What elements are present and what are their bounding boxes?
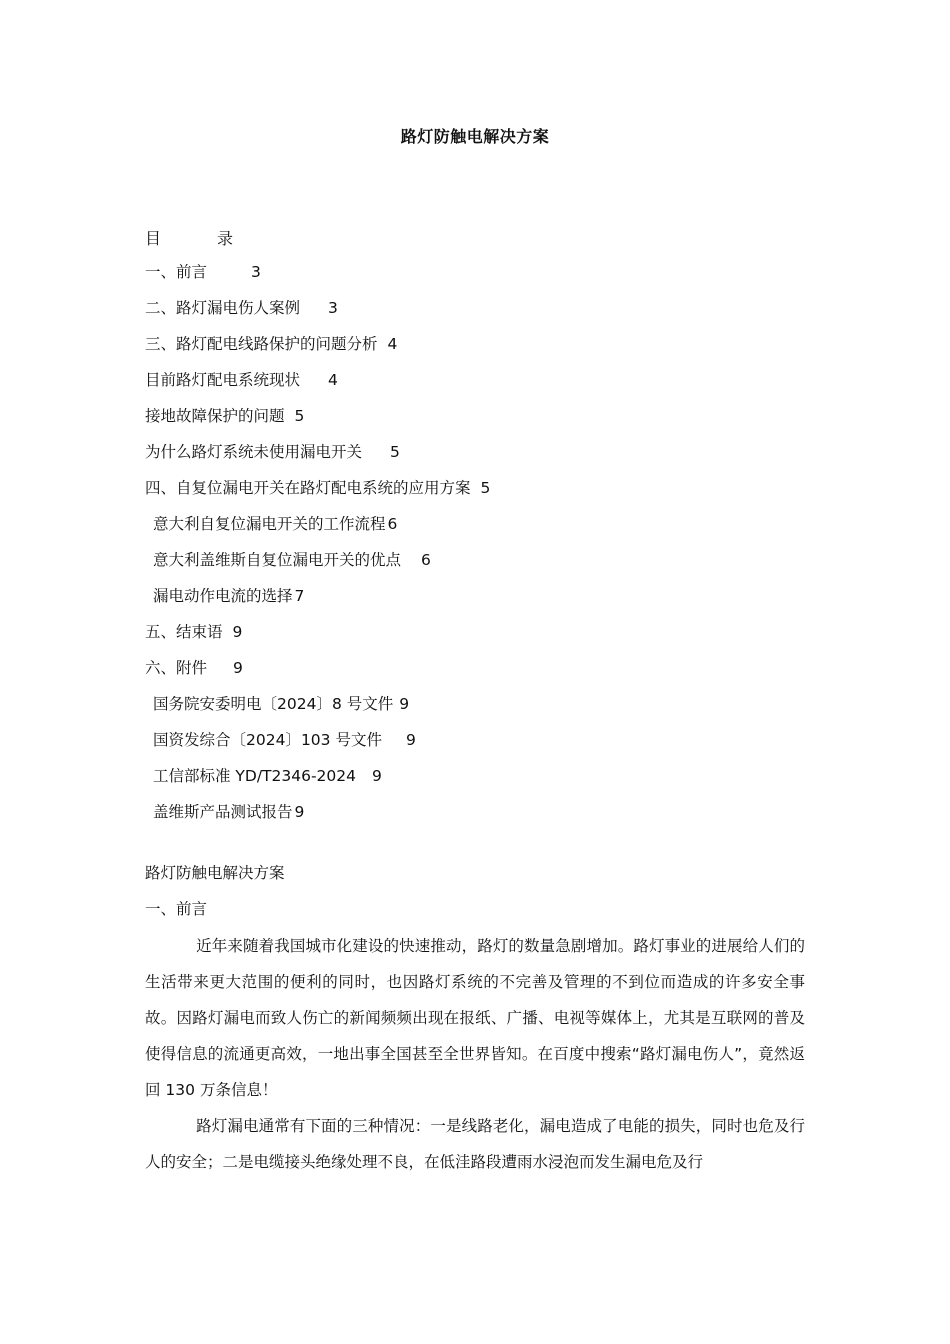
toc-item-page-number: 5 [480,479,491,497]
toc-item[interactable] [145,622,805,658]
toc-item-page-number: 6 [387,515,398,533]
section-heading: 一、前言 [145,900,208,918]
toc-heading-left: 目 [145,229,162,248]
toc-item-label: 五、结束语 [145,623,223,641]
toc-item[interactable] [145,586,805,622]
toc-item-label: 盖维斯产品测试报告 [153,803,293,821]
toc-item[interactable] [145,658,805,694]
toc-item-page-number: 9 [372,767,382,785]
toc-item-label: 目前路灯配电系统现状 [145,371,301,389]
toc-item[interactable] [145,334,805,370]
toc-heading-right: 录 [217,229,234,248]
toc-item-label: 为什么路灯系统未使用漏电开关 [145,443,363,461]
toc-item-label: 一、前言 [145,263,208,281]
toc-item[interactable] [145,262,805,298]
toc-item[interactable] [145,730,805,766]
toc-item-page-number: 9 [294,803,305,821]
toc-item-page-number: 9 [405,731,416,749]
toc-item-label: 国资发综合〔2024〕103 号文件 [153,731,382,749]
page-title: 路灯防触电解决方案 [400,127,550,146]
toc-item[interactable] [145,298,805,334]
paragraph: 近年来随着我国城市化建设的快速推动，路灯的数量急剧增加。路灯事业的进展给人们的生活带来更大范围的便利的同时，也因路灯系统的不完善及管理的不到位而造成的许多安全事故。因路灯漏电而致人伤亡的新闻频频出现在报纸、广播、电视等媒体上，尤其是互联网的普及使得信息的流通更高效，一地出事全国甚至全世界皆知。在百度中搜索“路灯漏电伤人”，竟然返回 130 万条信息！ [145,937,805,1099]
toc-item[interactable] [145,442,805,478]
toc-item[interactable] [145,694,805,730]
toc-item-label: 意大利自复位漏电开关的工作流程 [153,515,386,533]
toc-item-label: 四、自复位漏电开关在路灯配电系统的应用方案 [145,479,471,497]
toc-item-label: 国务院安委明电〔2024〕8 号文件 [153,695,394,713]
toc-item-page-number: 3 [251,263,261,281]
toc-item-label: 漏电动作电流的选择 [153,587,293,605]
toc-item-page-number: 6 [421,551,431,569]
toc-heading [145,226,233,249]
table-of-contents [145,262,805,838]
toc-item-page-number: 5 [294,407,305,425]
toc-item[interactable] [145,766,805,802]
toc-item-label: 接地故障保护的问题 [145,407,285,425]
toc-item-page-number: 4 [328,371,338,389]
toc-item-page-number: 5 [390,443,400,461]
toc-item-label: 三、路灯配电线路保护的问题分析 [145,335,378,353]
toc-item-page-number: 9 [399,695,410,713]
toc-item-label: 六、附件 [145,659,208,677]
toc-item[interactable] [145,550,805,586]
toc-item-page-number: 9 [233,659,243,677]
toc-item[interactable] [145,802,805,838]
toc-item[interactable] [145,370,805,406]
toc-item-page-number: 7 [294,587,305,605]
toc-item-label: 意大利盖维斯自复位漏电开关的优点 [153,551,402,569]
toc-item-label: 二、路灯漏电伤人案例 [145,299,301,317]
toc-item-page-number: 3 [328,299,338,317]
toc-item[interactable] [145,514,805,550]
toc-item[interactable] [145,478,805,514]
toc-item[interactable] [145,406,805,442]
body-text [145,928,805,1180]
toc-item-page-number: 4 [387,335,398,353]
toc-item-page-number: 9 [232,623,243,641]
body-title: 路灯防触电解决方案 [145,864,285,882]
toc-item-label: 工信部标准 YD/T2346-2024 [153,767,357,785]
paragraph: 路灯漏电通常有下面的三种情况：一是线路老化，漏电造成了电能的损失，同时也危及行人的安全；二是电缆接头绝缘处理不良，在低洼路段遭雨水浸泡而发生漏电危及行 [145,1117,805,1171]
